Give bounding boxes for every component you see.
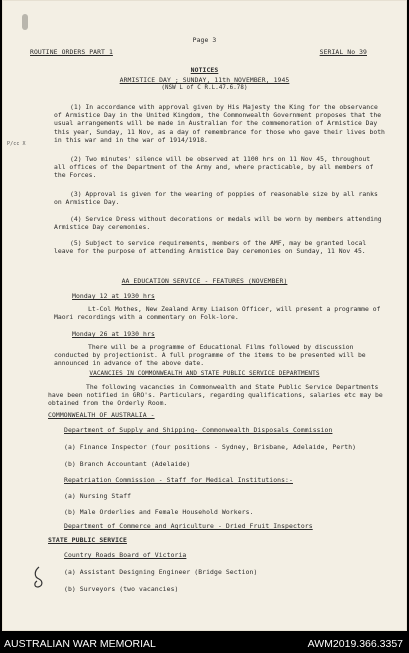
vacancies-title: VACANCIES IN COMMONWEALTH AND STATE PUBLIC SERVICE DEPARTMENTS bbox=[89, 370, 320, 377]
armistice-paragraph-3: (3) Approval is given for the wearing of poppies of reasonable size by all ranks on Armistice Day. bbox=[54, 190, 378, 207]
armistice-paragraph-4: (4) Service Dress without decorations or medals will be worn by members attending Armistice Day ceremonies. bbox=[54, 215, 382, 232]
page-number: Page 3 bbox=[192, 36, 217, 44]
punch-hole-mark bbox=[22, 14, 28, 30]
roads-heading: Country Roads Board of Victoria bbox=[64, 551, 187, 559]
header-right: SERIAL No 39 bbox=[319, 48, 367, 56]
repatriation-heading: Repatriation Commission - Staff for Medical Institutions:- bbox=[64, 476, 293, 484]
handwritten-mark bbox=[32, 565, 46, 589]
margin-note: P/cc X bbox=[7, 141, 26, 147]
education-title: AA EDUCATION SERVICE - FEATURES (NOVEMBER) bbox=[121, 277, 288, 285]
armistice-paragraph-5: (5) Subject to service requirements, members of the AMF, may be granted local leave for the purpose of attending Armistice Day ceremonies on Sunday, 11 Nov 45. bbox=[54, 239, 367, 256]
education-monday-26-text: There will be a programme of Educational Films followed by discussion conducted by projectionist. A full programme of the items to be presented will be announced in advance of the above date. bbox=[54, 343, 366, 368]
repatriation-item-b: (b) Male Orderlies and Female Household Workers. bbox=[64, 508, 254, 516]
supply-item-b: (b) Branch Accountant (Adelaide) bbox=[64, 460, 191, 468]
supply-heading: Department of Supply and Shipping- Commonwealth Disposals Commission bbox=[64, 426, 333, 434]
document-body bbox=[2, 0, 407, 631]
commerce-heading: Department of Commerce and Agriculture - Dried Fruit Inspectors bbox=[64, 522, 313, 530]
supply-item-a: (a) Finance Inspector (four positions - Sydney, Brisbane, Adelaide, Perth) bbox=[64, 443, 357, 451]
roads-item-a: (a) Assistant Designing Engineer (Bridge Section) bbox=[64, 568, 258, 576]
education-monday-26-label: Monday 26 at 1930 hrs bbox=[72, 330, 155, 338]
commonwealth-heading: COMMONWEALTH OF AUSTRALIA - bbox=[48, 411, 155, 419]
footer-right-label: AWM2019.366.3357 bbox=[307, 638, 403, 650]
armistice-ref: (NSW L of C R.L.47.6.78) bbox=[161, 85, 248, 91]
notices-title: NOTICES bbox=[190, 66, 219, 74]
education-monday-12-label: Monday 12 at 1930 hrs bbox=[72, 292, 155, 300]
vacancies-text: The following vacancies in Commonwealth and State Public Service Departments have been notified in GRO's. Particulars, regarding qualifications, salaries etc may be obtained from the Orderly Room. bbox=[48, 383, 383, 408]
footer-left-label: AUSTRALIAN WAR MEMORIAL bbox=[4, 638, 156, 650]
state-heading: STATE PUBLIC SERVICE bbox=[48, 536, 127, 544]
document-page bbox=[2, 0, 407, 631]
repatriation-item-a: (a) Nursing Staff bbox=[64, 492, 132, 500]
header-left: ROUTINE ORDERS PART 1 bbox=[30, 48, 113, 56]
archive-footer bbox=[0, 636, 409, 653]
armistice-paragraph-1: (1) In accordance with approval given by His Majesty the King for the observance of Armistice Day in the United Kingdom, the Commonwealth Government proposes that the usual arrangements will be made in Australian for the commemoration of Armistice Day this year, Sunday, 11 Nov, as a day of remembrance for those who gave their lives both in this war and in the war of 1914/1918. bbox=[54, 103, 385, 144]
armistice-paragraph-2: (2) Two minutes' silence will be observed at 1100 hrs on 11 Nov 45, throughout all offices of the Department of the Army and, where practicable, by all members of the Forces. bbox=[54, 155, 374, 180]
roads-item-b: (b) Surveyors (two vacancies) bbox=[64, 585, 179, 593]
education-monday-12-text: Lt-Col Mothes, New Zealand Army Liaison Officer, will present a programme of Maori recordings with a commentary on Folk-lore. bbox=[54, 305, 381, 322]
armistice-title: ARMISTICE DAY ; SUNDAY, 11th NOVEMBER, 1945 bbox=[119, 76, 290, 84]
